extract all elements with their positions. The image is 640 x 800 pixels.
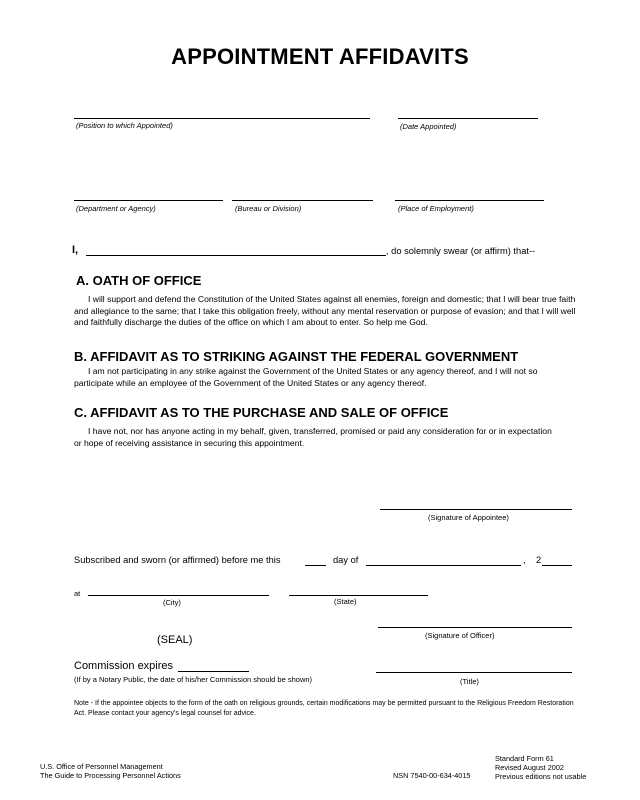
section-a-text: I will support and defend the Constitution of the United States against all enemies, foreign and domestic; that I will bear true faith and allegiance to the same; that I take this obligation freely, without any mental reservation or purpose of evasion; and that I will well and faithfully discharge the duties of the office on which I am about to enter. So help me God.	[74, 294, 576, 327]
section-a-heading: A. OATH OF OFFICE	[76, 273, 202, 288]
footer-form-number: Standard Form 61	[495, 754, 554, 763]
name-line[interactable]	[86, 255, 386, 256]
footer-revised: Revised August 2002	[495, 763, 564, 772]
bureau-line[interactable]	[232, 200, 373, 201]
notary-caption: (If by a Notary Public, the date of his/her Commission should be shown)	[74, 675, 313, 684]
sworn-text: Subscribed and sworn (or affirmed) before me this	[74, 555, 281, 565]
city-caption: (City)	[163, 598, 181, 607]
footer-previous-editions: Previous editions not usable	[495, 772, 587, 781]
signature-officer-line[interactable]	[378, 627, 572, 628]
oath-suffix: , do solemnly swear (or affirm) that--	[386, 246, 536, 256]
footer-nsn: NSN 7540-00-634-4015	[393, 771, 471, 780]
state-caption: (State)	[334, 597, 357, 606]
title-caption: (Title)	[460, 677, 479, 686]
page-title: APPOINTMENT AFFIDAVITS	[171, 44, 469, 69]
section-b-text: I am not participating in any strike against the Government of the United States or any agency thereof, and I will not so participate while an employee of the Government of the United States or any agency thereof.	[74, 366, 538, 388]
section-c-heading: C. AFFIDAVIT AS TO THE PURCHASE AND SALE OF OFFICE	[74, 405, 449, 420]
oath-prefix: I,	[72, 244, 79, 256]
title-line[interactable]	[376, 672, 572, 673]
sworn-day-label: day of	[333, 555, 359, 565]
sworn-year-line[interactable]	[542, 565, 572, 566]
commission-line[interactable]	[178, 671, 249, 672]
at-label: at	[74, 589, 81, 598]
department-line[interactable]	[74, 200, 223, 201]
religious-note: Note - If the appointee objects to the form of the oath on religious grounds, certain modifications may be permitted pursuant to the Religious Freedom Restoration Act. Please contact your agency's legal counsel for advice.	[74, 700, 574, 717]
section-c-text: I have not, nor has anyone acting in my behalf, given, transferred, promised or paid any consideration for or in expectation or hope of receiving assistance in securing this appointment.	[74, 426, 552, 448]
signature-officer-caption: (Signature of Officer)	[425, 631, 495, 640]
seal-label: (SEAL)	[157, 634, 193, 646]
date-appointed-line[interactable]	[398, 118, 538, 119]
position-caption: (Position to which Appointed)	[76, 121, 173, 130]
date-appointed-caption: (Date Appointed)	[400, 122, 457, 131]
department-caption: (Department or Agency)	[76, 204, 156, 213]
bureau-caption: (Bureau or Division)	[235, 204, 302, 213]
sworn-month-line[interactable]	[366, 565, 521, 566]
sworn-comma: ,	[523, 555, 526, 565]
footer-agency: U.S. Office of Personnel Management	[40, 762, 163, 771]
signature-appointee-line[interactable]	[380, 509, 572, 510]
signature-appointee-caption: (Signature of Appointee)	[428, 513, 509, 522]
sworn-day-line[interactable]	[305, 565, 326, 566]
footer-guide: The Guide to Processing Personnel Actions	[40, 771, 181, 780]
sworn-year-prefix: 2	[536, 555, 542, 565]
city-line[interactable]	[88, 595, 269, 596]
place-caption: (Place of Employment)	[398, 204, 474, 213]
commission-label: Commission expires	[74, 660, 174, 672]
section-b-heading: B. AFFIDAVIT AS TO STRIKING AGAINST THE FEDERAL GOVERNMENT	[74, 349, 519, 364]
state-line[interactable]	[289, 595, 428, 596]
place-line[interactable]	[395, 200, 544, 201]
position-line[interactable]	[74, 118, 370, 119]
